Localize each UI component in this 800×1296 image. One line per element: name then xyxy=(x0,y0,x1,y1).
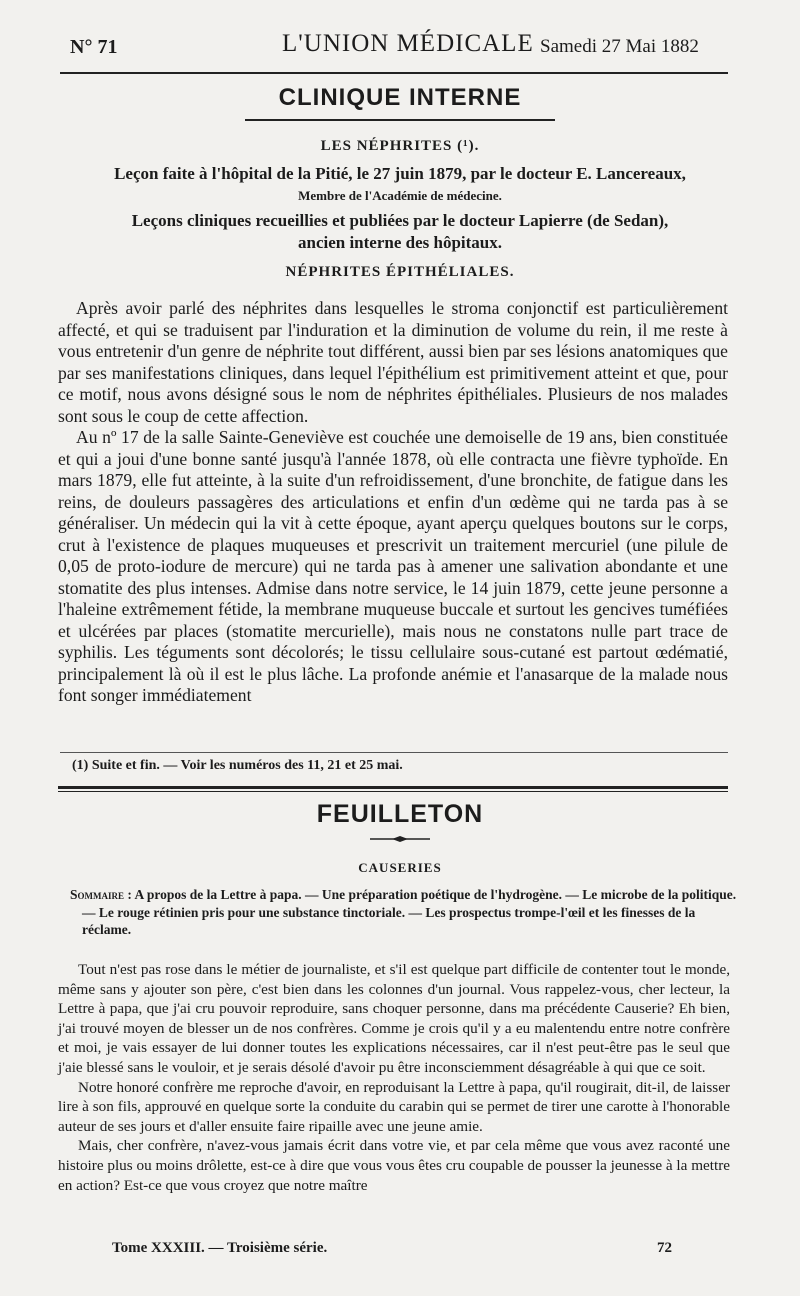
sommaire xyxy=(70,886,742,939)
clinique-body xyxy=(58,298,728,707)
section-divider xyxy=(58,786,728,789)
subsection-title: NÉPHRITES ÉPITHÉLIALES. xyxy=(285,264,515,280)
page-footer xyxy=(112,1240,672,1262)
collected-by-line-2: ancien interne des hôpitaux. xyxy=(297,233,503,252)
paragraph: Notre honoré confrère me reproche d'avoir, en reproduisant la Lettre à papa, qu'il rougirait, dit-il, de laisser lire à son fils, approuvé en quelque sorte la conduite du carabin qui se permet de tirer une carotte à l'honorable auteur de ses jours et d'aller ensuite faire ripaille avec une jeune amie. xyxy=(58,1078,730,1135)
footnote-rule xyxy=(60,752,728,753)
heading-underline xyxy=(245,119,555,121)
author-membership: Membre de l'Académie de médecine. xyxy=(298,188,502,203)
section-divider-thin xyxy=(58,791,728,792)
footnote: (1) Suite et fin. — Voir les numéros des 11, 21 et 25 mai. xyxy=(72,758,403,773)
section-heading-clinique: CLINIQUE INTERNE xyxy=(278,84,522,111)
journal-title: L'UNION MÉDICALE xyxy=(282,30,534,57)
sommaire-label: Sommaire : xyxy=(70,887,132,902)
volume-info: Tome XXXIII. — Troisième série. xyxy=(112,1240,328,1256)
collected-by-line-1: Leçons cliniques recueillies et publiées par le docteur Lapierre (de Sedan), xyxy=(131,211,669,230)
feuilleton-subheading: CAUSERIES xyxy=(358,860,442,875)
ornament-divider xyxy=(370,836,430,842)
section-heading-feuilleton: FEUILLETON xyxy=(316,800,484,828)
header-rule xyxy=(60,72,728,74)
lecture-info: Leçon faite à l'hôpital de la Pitié, le 27 juin 1879, par le docteur E. Lancereaux, xyxy=(114,164,686,183)
page-header xyxy=(0,30,800,66)
collected-by xyxy=(40,210,760,254)
issue-number: N° 71 xyxy=(70,36,118,58)
paragraph: Après avoir parlé des néphrites dans lesquelles le stroma conjonctif est particulièrement affecté, et qui se traduisent par l'induration et la diminution de volume du rein, il me reste à vous entretenir d'un genre de néphrite tout différent, aussi bien par ses lésions anatomiques que par ses manifestations cliniques, dans lequel l'épithélium est primitivement atteint et que, pour ce motif, nous avons désigné sous le nom de néphrites épithéliales. Plusieurs de nos malades sont sous le coup de cette affection. xyxy=(58,298,728,426)
article-title: LES NÉPHRITES (¹). xyxy=(320,138,480,154)
paragraph: Au nº 17 de la salle Sainte-Geneviève est couchée une demoiselle de 19 ans, bien constituée et qui a joui d'une bonne santé jusqu'à l'année 1878, où elle contracta une fièvre typhoïde. En mars 1879, elle fut atteinte, à la suite d'un refroidissement, d'une bronchite, de fatigue dans les reins, de douleurs passagères des articulations et enfin d'un œdème qui ne tarda pas à se généraliser. Un médecin qui la vit à cette époque, ayant aperçu quelques boutons sur le corps, crut à l'existence de plaques muqueuses et prescrivit un traitement mercuriel (une pilule de 0,05 de proto-iodure de mercure) qui ne tarda pas à amener une salivation abondante et une stomatite des plus intenses. Admise dans notre service, le 14 juin 1879, cette jeune personne a l'haleine extrêmement fétide, la membrane muqueuse buccale et surtout les gencives tuméfiées et ulcérées par places (stomatite mercurielle), mais nous ne constatons nulle part trace de syphilis. Les téguments sont décolorés; le tissu cellulaire sous-cutané est partout œdématié, principalement là où il est le plus lâche. La profonde anémie et l'anasarque de la malade nous font songer immédiatement xyxy=(58,427,728,705)
feuilleton-body xyxy=(58,960,730,1195)
issue-date: Samedi 27 Mai 1882 xyxy=(540,36,699,57)
sommaire-text: A propos de la Lettre à papa. — Une préparation poétique de l'hydrogène. — Le microbe de la politique. — Le rouge rétinien pris pour une substance tinctoriale. — Les prospectus trompe-l'œil et les finesses de la réclame. xyxy=(82,887,737,937)
page-number: 72 xyxy=(657,1240,672,1256)
paragraph: Mais, cher confrère, n'avez-vous jamais écrit dans votre vie, et par cela même que vous avez raconté une histoire plus ou moins drôlette, est-ce à dire que vous vous êtes cru coupable de pousser la jeunesse à la mettre en action? Est-ce que vous croyez que notre maître xyxy=(58,1137,730,1194)
paragraph: Tout n'est pas rose dans le métier de journaliste, et s'il est quelque part difficile de contenter tout le monde, même sans y ajouter son père, c'est bien dans les colonnes d'un journal. Vous rappelez-vous, cher lecteur, la Lettre à papa, que j'ai cru pouvoir reproduire, sans choquer personne, dans ma précédente Causerie? Eh bien, j'ai trouvé moyen de blesser un de nos confrères. Comme je crois qu'il y a eu malentendu entre notre confrère et moi, je vais essayer de lui donner toutes les explications nécessaires, car il n'est peut-être pas le seul que j'aie blessé sans le vouloir, et je serais désolé d'avoir pu être inconsciemment désagréable à qui que ce soit. xyxy=(58,961,730,1076)
